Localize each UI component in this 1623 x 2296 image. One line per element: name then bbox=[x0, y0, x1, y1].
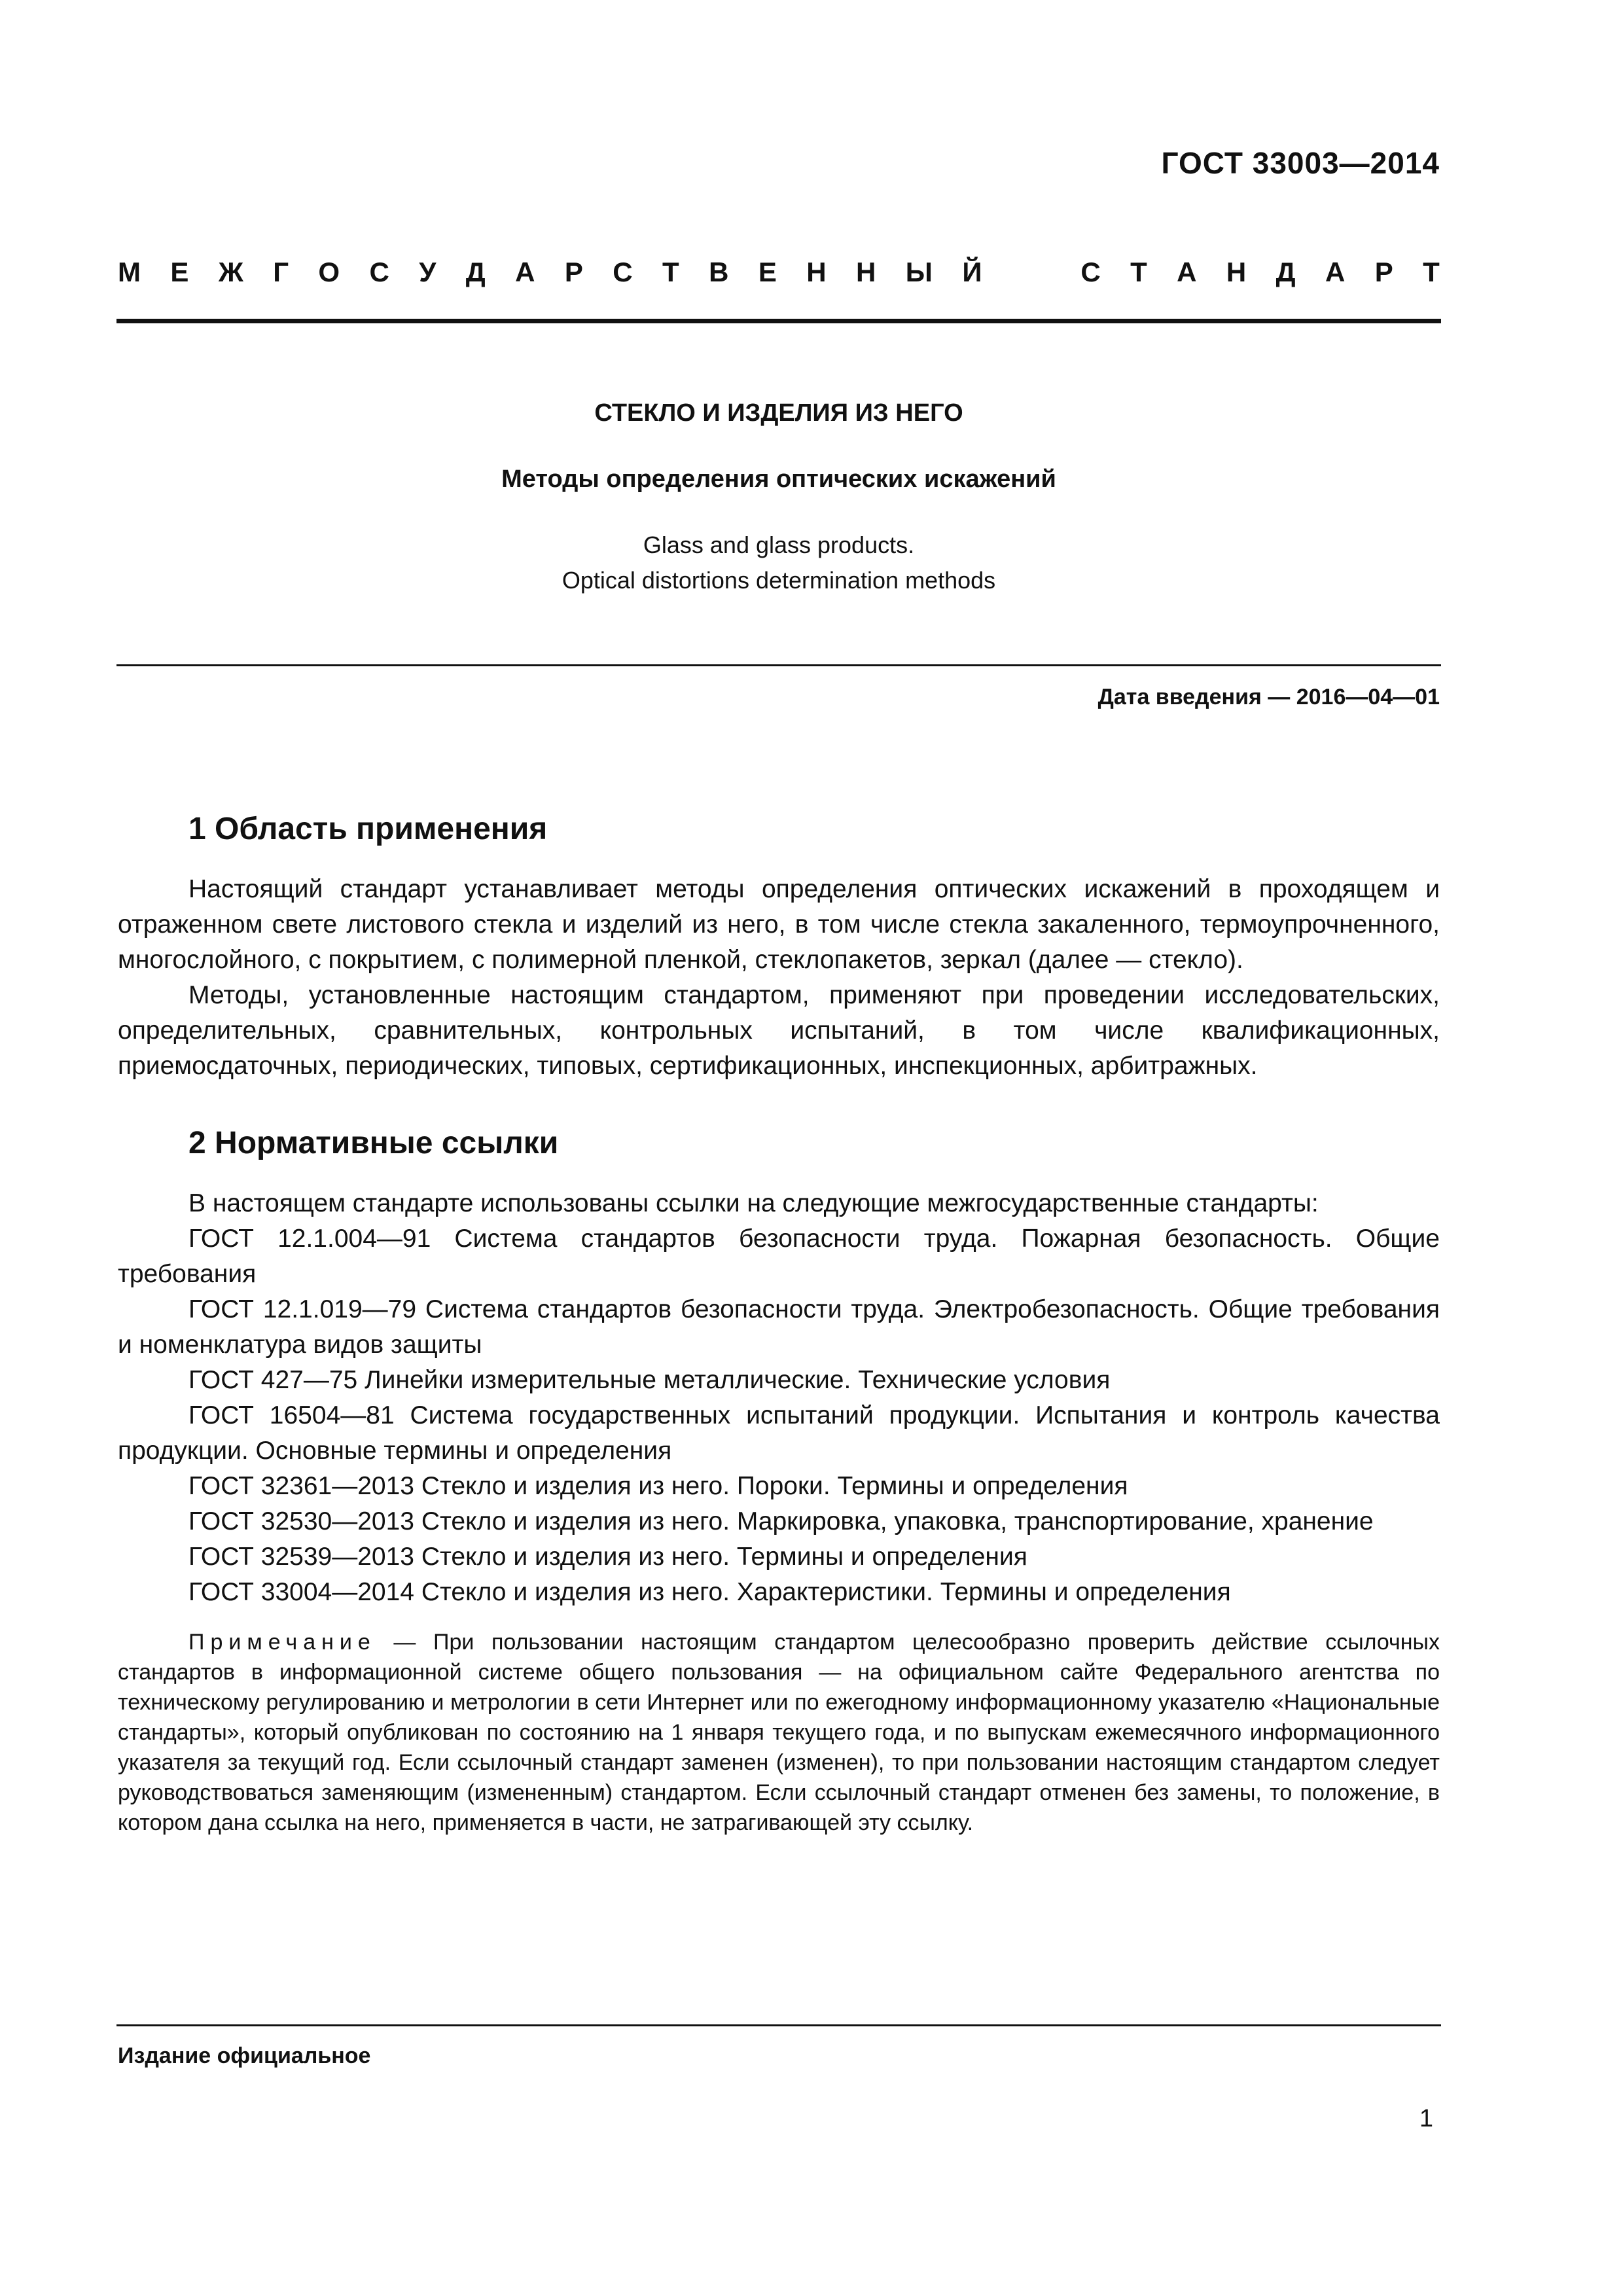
section-scope bbox=[118, 806, 1440, 1084]
kind-letter: Ж bbox=[218, 257, 243, 287]
section-1-paragraph-1: Настоящий стандарт устанавливает методы определения оптических искажений в проходящем и отраженном свете листового стекла и изделий из него, в том числе стекла закаленного, термоупрочненного, многослойного, с покрытием, с полимерной пленкой, стеклопакетов, зеркал (далее — стекло). bbox=[118, 875, 1440, 974]
document-subtitle: Методы определения оптических искажений bbox=[501, 465, 1056, 493]
kind-letter: В bbox=[709, 257, 729, 287]
reference-item: ГОСТ 32361—2013 Стекло и изделия из него. Пороки. Термины и определения bbox=[188, 1472, 1128, 1500]
kind-letter: Н bbox=[806, 257, 827, 287]
kind-letter: Д bbox=[1275, 257, 1296, 287]
english-title bbox=[118, 528, 1440, 598]
kind-letter: А bbox=[1177, 257, 1197, 287]
note-label: Примечание bbox=[188, 1630, 376, 1655]
kind-letter: Д bbox=[465, 257, 486, 287]
official-edition-label: Издание официальное bbox=[118, 2043, 371, 2068]
kind-letter: С bbox=[1080, 257, 1101, 287]
header-divider bbox=[116, 319, 1441, 323]
kind-gap bbox=[1012, 257, 1051, 288]
english-title-line-2: Optical distortions determination methods bbox=[562, 567, 996, 594]
kind-letter: Р bbox=[564, 257, 583, 287]
section-2-heading: 2 Нормативные ссылки bbox=[188, 1126, 559, 1160]
document-title: СТЕКЛО И ИЗДЕЛИЯ ИЗ НЕГО bbox=[594, 399, 963, 427]
note-block bbox=[118, 1627, 1440, 1838]
kind-letter: Т bbox=[1130, 257, 1147, 287]
title-divider bbox=[116, 664, 1441, 666]
note-text: — При пользовании настоящим стандартом целесообразно проверить действие ссылочных стандартов в информационной системе общего пользования — на официальном сайте Федерального агентства по техническому регулированию и метрологии в сети Интернет или по ежегодному информационному указателю «Национальные стандарты», который опубликован по состоянию на 1 января текущего года, и по выпускам ежемесячного информационного указателя за текущий год. Если ссылочный стандарт заменен (изменен), то при пользовании настоящим стандартом следует руководствоваться заменяющим (измененным) стандартом. Если ссылочный стандарт отменен без замены, то положение, в котором дана ссылка на него, применяется в части, не затрагивающей эту ссылку. bbox=[118, 1630, 1440, 1835]
kind-letter: А bbox=[515, 257, 535, 287]
kind-letter: Е bbox=[170, 257, 189, 287]
reference-item: ГОСТ 33004—2014 Стекло и изделия из него. Характеристики. Термины и определения bbox=[188, 1578, 1231, 1606]
kind-letter: У bbox=[419, 257, 437, 287]
reference-item: ГОСТ 12.1.019—79 Система стандартов безопасности труда. Электробезопасность. Общие требования и номенклатура видов защиты bbox=[118, 1295, 1440, 1359]
introduction-date: Дата введения — 2016—04—01 bbox=[1097, 685, 1440, 709]
kind-letter: Н bbox=[1226, 257, 1247, 287]
reference-item: ГОСТ 427—75 Линейки измерительные металлические. Технические условия bbox=[188, 1366, 1111, 1394]
kind-letter: Р bbox=[1374, 257, 1393, 287]
kind-letter: Ы bbox=[905, 257, 933, 287]
standard-code: ГОСТ 33003—2014 bbox=[1161, 146, 1440, 180]
section-normative-references bbox=[118, 1121, 1440, 1610]
kind-letter: М bbox=[118, 257, 141, 287]
standard-kind bbox=[118, 257, 1440, 288]
kind-letter: Н bbox=[856, 257, 876, 287]
section-1-heading: 1 Область применения bbox=[188, 812, 548, 846]
reference-item: ГОСТ 12.1.004—91 Система стандартов безопасности труда. Пожарная безопасность. Общие требования bbox=[118, 1225, 1440, 1288]
kind-letter: А bbox=[1325, 257, 1346, 287]
references-intro: В настоящем стандарте использованы ссылки на следующие межгосударственные стандарты: bbox=[188, 1189, 1319, 1217]
reference-item: ГОСТ 16504—81 Система государственных испытаний продукции. Испытания и контроль качества продукции. Основные термины и определения bbox=[118, 1401, 1440, 1465]
kind-letter: О bbox=[318, 257, 340, 287]
kind-letter: Е bbox=[758, 257, 777, 287]
title-block bbox=[118, 399, 1440, 598]
kind-letter: С bbox=[613, 257, 633, 287]
kind-letter: Й bbox=[962, 257, 982, 287]
footer-divider bbox=[116, 2024, 1441, 2026]
reference-item: ГОСТ 32530—2013 Стекло и изделия из него. Маркировка, упаковка, транспортирование, хранение bbox=[188, 1507, 1374, 1535]
section-1-paragraph-2: Методы, установленные настоящим стандартом, применяют при проведении исследовательских, определительных, сравнительных, контрольных испытаний, в том числе квалификационных, приемосдаточных, периодических, типовых, сертификационных, инспекционных, арбитражных. bbox=[118, 981, 1440, 1080]
kind-letter: Г bbox=[273, 257, 289, 287]
kind-letter: С bbox=[369, 257, 389, 287]
kind-letter: Т bbox=[662, 257, 679, 287]
page-number: 1 bbox=[1419, 2105, 1433, 2132]
english-title-line-1: Glass and glass products. bbox=[643, 531, 915, 558]
kind-letter: Т bbox=[1423, 257, 1440, 287]
reference-item: ГОСТ 32539—2013 Стекло и изделия из него. Термины и определения bbox=[188, 1543, 1027, 1571]
